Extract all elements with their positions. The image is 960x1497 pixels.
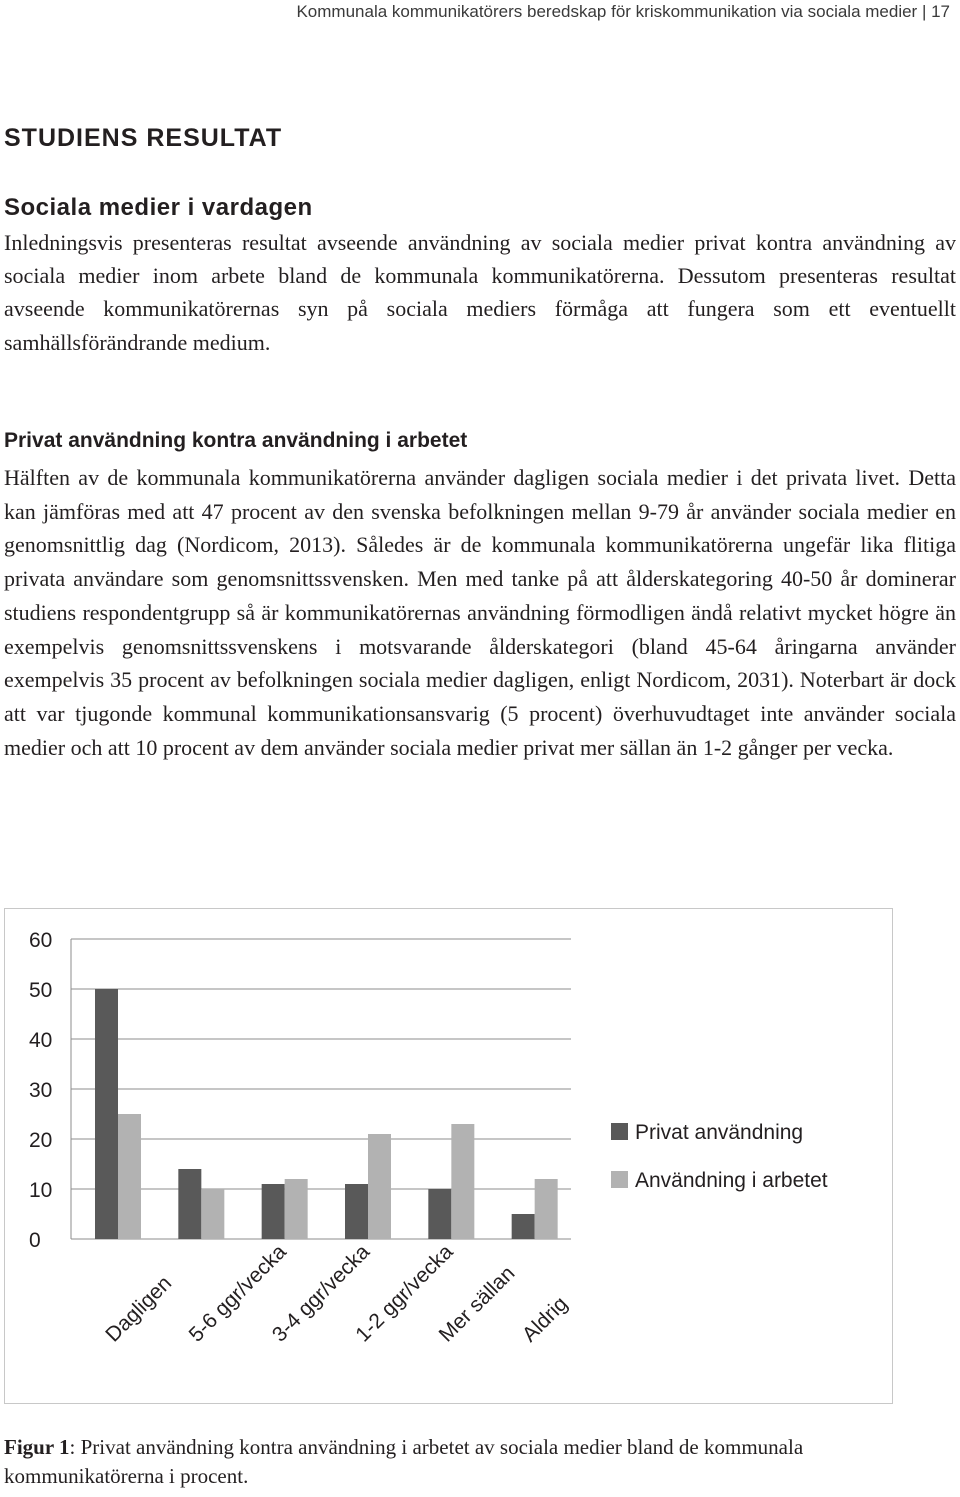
section-title: STUDIENS RESULTAT [4,124,283,152]
bar-chart-svg [5,909,892,1403]
x-category-label: 1-2 ggr/vecka [351,1240,458,1347]
x-category-label: 3-4 ggr/vecka [267,1240,375,1347]
y-tick-label: 10 [29,1179,53,1202]
caption-text: : Privat användning kontra användning i arbetet av sociala medier bland de kommunala kommunikatörerna i procent. [4,1435,804,1488]
bar [451,1124,474,1239]
bar [368,1134,391,1239]
figure-caption [4,1433,844,1490]
heading-sociala-medier-i-vardagen: Sociala medier i vardagen [4,194,313,221]
bar [512,1214,535,1239]
x-category-label: Aldrig [517,1292,573,1347]
y-tick-label: 30 [29,1079,53,1102]
figure-1-chart [4,908,893,1404]
y-tick-label: 50 [29,979,53,1002]
bar [285,1179,308,1239]
intro-paragraph: Inledningsvis presenteras resultat avseende användning av sociala medier privat kontra användning av sociala medier inom arbete bland de kommunala kommunikatörerna. Dessutom presenteras resultat avseende kommunikatörernas syn på sociala mediers förmåga att fungera som ett eventuellt samhällsförändrande medium. [4,230,956,355]
running-header: Kommunala kommunikatörers beredskap för kriskommunikation via sociala medier | 17 [296,2,950,21]
legend-label: Privat användning [635,1121,804,1144]
caption-label: Figur 1 [4,1435,70,1459]
bar [178,1169,201,1239]
bar [262,1184,285,1239]
y-tick-label: 0 [29,1229,41,1252]
legend-swatch [611,1123,628,1140]
x-category-label: Mer sällan [434,1261,520,1347]
bar [345,1184,368,1239]
bar [428,1189,451,1239]
bar [535,1179,558,1239]
x-category-label: 5-6 ggr/vecka [184,1240,291,1347]
y-tick-label: 40 [29,1029,53,1052]
legend-label: Användning i arbetet [635,1169,828,1192]
y-tick-label: 20 [29,1129,53,1152]
y-tick-label: 60 [29,929,53,952]
heading-privat-anvandning: Privat användning kontra användning i arbetet [4,429,468,452]
x-category-label: Dagligen [101,1271,177,1347]
bar [201,1189,224,1239]
privat-paragraph: Hälften av de kommunala kommunikatörerna använder dagligen sociala medier i det privata livet. Detta kan jämföras med att 47 procent av den svenska befolkningen mellan 9-79 år använder sociala medier en genomsnittlig dag (Nordicom, 2013). Således är de kommunala kommunikatörerna ungefär lika flitiga privata användare som genomsnittssvensken. Men med tanke på att ålderskategoring 40-50 år dominerar studiens respondentgrupp så är kommunikatörernas användning förmodligen ändå relativt mycket högre än exempelvis genomsnittssvenskens i motsvarande ålderskategori (bland 45-64 åringarna använder exempelvis 35 procent av befolkningen sociala medier dagligen, enligt Nordicom, 2031). Noterbart är dock att var tjugonde kommunal kommunikationsansvarig (5 procent) överhuvudtaget inte använder sociala medier och att 10 procent av dem använder sociala medier privat mer sällan än 1-2 gånger per vecka. [4,465,956,760]
bar [95,989,118,1239]
legend-swatch [611,1171,628,1188]
bar [118,1114,141,1239]
